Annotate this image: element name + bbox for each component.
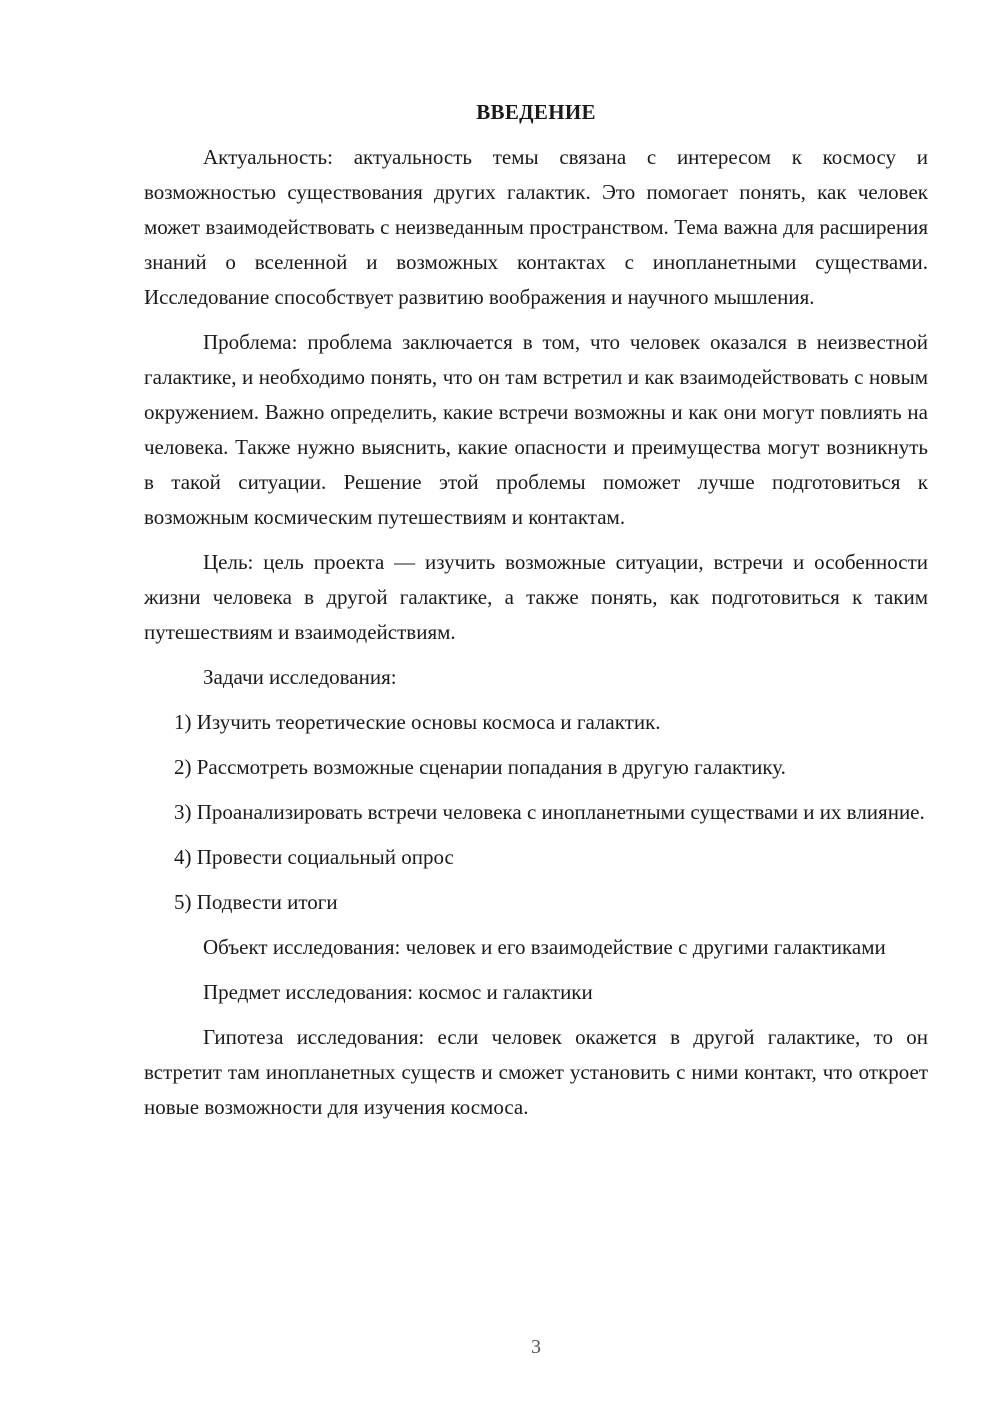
page-number: 3 <box>531 1336 541 1358</box>
paragraph-relevance: Актуальность: актуальность темы связана с интересом к космосу и возможностью существования других галактик. Это помогает понять, как человек может взаимодействовать с неизведанным пространством. Тема важна для расширения знаний о вселенной и возможных контактах с инопланетными существами. Исследование способствует развитию воображения и научного мышления. <box>144 145 928 309</box>
page-title: ВВЕДЕНИЕ <box>476 100 596 124</box>
task-item-1: 1) Изучить теоретические основы космоса и галактик. <box>174 710 661 734</box>
task-item-4: 4) Провести социальный опрос <box>174 845 454 869</box>
page-content <box>144 96 928 1135</box>
task-item-5: 5) Подвести итоги <box>174 890 338 914</box>
task-item-3: 3) Проанализировать встречи человека с инопланетными существами и их влияние. <box>174 800 925 824</box>
task-item-2: 2) Рассмотреть возможные сценарии попадания в другую галактику. <box>174 755 786 779</box>
paragraph-subject: Предмет исследования: космос и галактики <box>203 980 593 1004</box>
paragraph-object: Объект исследования: человек и его взаимодействие с другими галактиками <box>203 935 886 959</box>
paragraph-problem: Проблема: проблема заключается в том, что человек оказался в неизвестной галактике, и необходимо понять, что он там встретил и как взаимодействовать с новым окружением. Важно определить, какие встречи возможны и как они могут повлиять на человека. Также нужно выяснить, какие опасности и преимущества могут возникнуть в такой ситуации. Решение этой проблемы поможет лучше подготовиться к возможным космическим путешествиям и контактам. <box>144 330 928 529</box>
paragraph-hypothesis: Гипотеза исследования: если человек окажется в другой галактике, то он встретит там инопланетных существ и сможет установить с ними контакт, что откроет новые возможности для изучения космоса. <box>144 1025 928 1119</box>
paragraph-goal: Цель: цель проекта — изучить возможные ситуации, встречи и особенности жизни человека в другой галактике, а также понять, как подготовиться к таким путешествиям и взаимодействиям. <box>144 550 928 644</box>
paragraph-tasks-heading: Задачи исследования: <box>203 665 397 689</box>
